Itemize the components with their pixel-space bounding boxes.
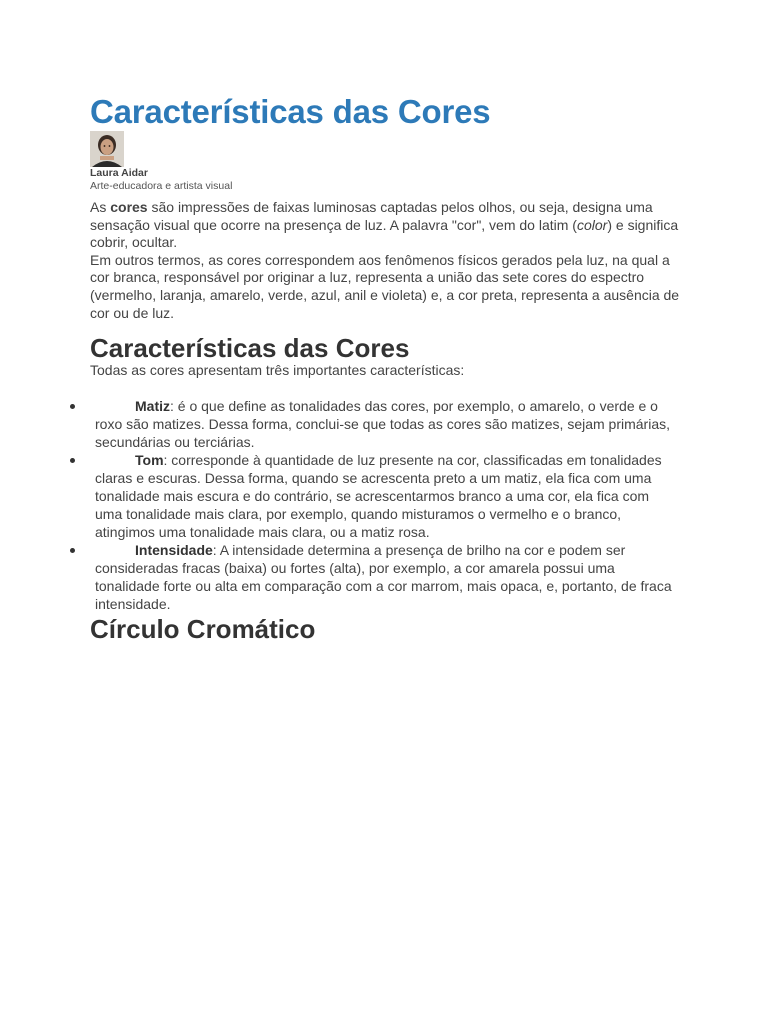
author-name: Laura Aidar bbox=[90, 167, 148, 179]
keyword-cores: cores bbox=[110, 199, 148, 215]
section-title-circulo-cromatico: Círculo Cromático bbox=[90, 613, 316, 644]
article bbox=[90, 92, 680, 645]
list-item-matiz: Matiz: é o que define as tonalidades das cores, por exemplo, o amarelo, o verde e o roxo são matizes. Dessa forma, conclui-se que todas as cores são matizes, sejam primárias, secundárias ou terciárias. bbox=[95, 397, 675, 451]
bullet-icon bbox=[70, 458, 75, 463]
bullet-icon bbox=[70, 548, 75, 553]
term-intensidade: Intensidade bbox=[135, 541, 213, 558]
characteristics-list bbox=[95, 397, 675, 613]
section-title-caracteristicas: Características das Cores bbox=[90, 333, 410, 364]
list-item-intensidade: Intensidade: A intensidade determina a presença de brilho na cor e podem ser consideradas fracas (baixa) ou fortes (alta), por exemplo, a cor amarela possui uma tonalidade forte ou alta em comparação com a cor marrom, mais opaca, e, portanto, de fraca intensidade. bbox=[95, 541, 675, 613]
term-tom: Tom bbox=[135, 451, 164, 468]
term-matiz: Matiz bbox=[135, 397, 170, 414]
intro-paragraph-2: Em outros termos, as cores correspondem aos fenômenos físicos gerados pela luz, na qual a cor branca, responsável por originar a luz, representa a união das sete cores do espectro (vermelho, laranja, amarelo, verde, azul, anil e violeta) e, a cor preta, representa a ausência de cor ou de luz. bbox=[90, 251, 680, 321]
author-role: Arte-educadora e artista visual bbox=[90, 180, 233, 192]
page-title: Características das Cores bbox=[90, 93, 491, 130]
characteristics-list-wrap bbox=[90, 397, 680, 613]
bullet-icon bbox=[70, 404, 75, 409]
section-lead: Todas as cores apresentam três importantes características: bbox=[90, 362, 465, 379]
author-avatar bbox=[90, 131, 124, 167]
keyword-color: color bbox=[576, 216, 608, 233]
list-item-tom: Tom: corresponde à quantidade de luz presente na cor, classificadas em tonalidades claras e escuras. Dessa forma, quando se acrescenta preto a um matiz, ela fica com uma tonalidade mais escura e do contrário, se acrescentarmos branco a uma cor, ela fica com uma tonalidade mais clara, por exemplo, quando misturamos o vermelho e o branco, atingimos uma tonalidade mais clara, ou a matiz rosa. bbox=[95, 451, 675, 541]
intro-paragraph-1: As cores são impressões de faixas luminosas captadas pelos olhos, ou seja, designa uma sensação visual que ocorre na presença de luz. A palavra "cor", vem do latim (color) e significa cobrir, ocultar. bbox=[90, 199, 679, 251]
